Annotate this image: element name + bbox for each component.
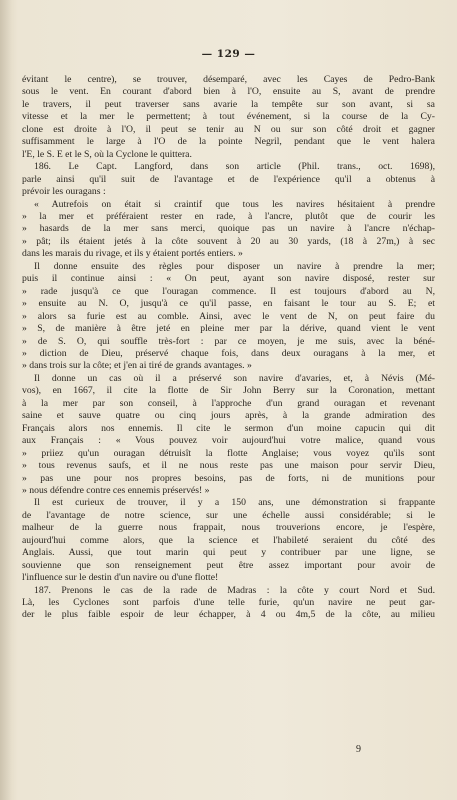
text-line: parle ainsi qu'il suit de l'avantage et de l'expérience qu'il a obtenus à	[22, 173, 435, 185]
text-line: Là, les Cyclones sont parfois d'une telle furie, qu'un navire ne peut gar-	[22, 597, 435, 609]
text-line: Il est curieux de trouver, il y a 150 ans, une démonstration si frappante	[34, 497, 435, 509]
quote-line: » ensuite au N. O, jusqu'à ce qu'il passe, en faisant le tour au S. E; et	[22, 298, 435, 310]
paragraph-187-start: 187. Prenons le cas de la rade de Madras : la côte y court Nord et Sud.	[34, 584, 435, 596]
text-line: sous le vent. En courant d'abord bien à l'O, ensuite au S, avant de prendre	[22, 86, 435, 98]
quote-line: » tous revenus saufs, et il ne nous reste pas une maison pour servir Dieu,	[22, 460, 435, 472]
text-line: de l'avantage de notre science, sur une échelle aussi considérable; si le	[22, 509, 435, 521]
text-line: Il donne un cas où il a préservé son navire d'avaries, et, à Névis (Mé-	[34, 372, 435, 384]
text-line: aujourd'hui comme alors, que la science et l'habileté seraient du côté des	[22, 534, 435, 546]
text-line: vos), en 1667, il cite la flotte de Sir John Berry sur la Coronation, mettant	[22, 385, 435, 397]
text-line: der le plus faible espoir de leur échapper, à 4 ou 4m,5 de la côte, au milieu	[22, 609, 435, 621]
quote-line: « Autrefois on était si craintif que tous les navires hésitaient à prendre	[34, 198, 435, 210]
text-line: malheur de la guerre nous frappait, nous trouverions encore, je l'espère,	[22, 522, 435, 534]
page-gutter-shadow	[0, 0, 12, 800]
text-line: clone est droite à l'O, il peut se tenir au N ou sur son côté droit et gagner	[22, 123, 435, 135]
quote-line: » alors sa furie est au comble. Ainsi, avec le vent de N, on peut faire du	[22, 310, 435, 322]
text-line: aux Français : « Vous pouvez voir aujourd'hui votre malice, quand vous	[22, 435, 435, 447]
text-line: l'E, le S. E et le S, où la Cyclone le quittera.	[22, 148, 192, 160]
text-line: l'influence sur le destin d'un navire ou d'une flotte!	[22, 572, 219, 584]
text-line: Il donne ensuite des règles pour disposer un navire à prendre la mer;	[34, 260, 435, 272]
quote-line: » dans trois sur la côte; et j'en ai tiré de grands avantages. »	[22, 360, 252, 372]
quote-line: » rade jusqu'à ce que l'ouragan commence. Il est toujours d'abord au N,	[22, 285, 435, 297]
quote-line: » pas une pour nos propres besoins, pas de forts, ni de munitions pour	[22, 472, 435, 484]
text-line: suffisamment le large à l'O de la pointe Negril, pendant que le vent halera	[22, 136, 435, 148]
quote-line: » de S. O, qui souffle très-fort : par ce moyen, je me suis, avec la béné-	[22, 335, 435, 347]
quote-line: » priiez qu'un ouragan détruisît la flotte Anglaise; vous voyez qu'ils sont	[22, 447, 435, 459]
text-line: Français alors nos ennemis. Il cite le sermon d'un moine capucin qui dit	[22, 422, 435, 434]
quote-line: » diction de Dieu, préservé chaque fois, dans deux ouragans à la mer, et	[22, 347, 435, 359]
quote-line: » pât; ils étaient jetés à la côte souvent à 20 au 30 yards, (18 à 27m,) à sec	[22, 235, 435, 247]
text-line: puis il continue ainsi : « On peut, ayant son navire disposé, rester sur	[22, 273, 435, 285]
quote-line: dans les marais du rivage, et ils y étaient portés entiers. »	[22, 248, 243, 260]
text-line: prévoir les ouragans :	[22, 186, 106, 198]
quote-line: » S, de manière à être jeté en pleine mer par la dérive, quand vient le vent	[22, 323, 435, 335]
quote-line: » nous défendre contre ces ennemis préservés! »	[22, 484, 210, 496]
body-text	[22, 74, 435, 622]
text-line: Anglais. Aussi, que tout marin qui peut y contribuer par une ligne, se	[22, 547, 435, 559]
paragraph-186-start: 186. Le Capt. Langford, dans son article (Phil. trans., oct. 1698),	[34, 161, 435, 173]
page-number: — 129 —	[201, 48, 256, 60]
quote-line: » hasards de la mer sans merci, quoique pas un navire à l'ancre n'échap-	[22, 223, 435, 235]
quote-line: » la mer et préféraient rester en rade, à l'ancre, plutôt que de courir les	[22, 210, 435, 222]
printer-signature-mark: 9	[356, 744, 361, 755]
text-line: à la mer par son conseil, à l'approche d'un grand ouragan et revenant	[22, 397, 435, 409]
text-line: le travers, il peut traverser sans avarie la tempête sur son avant, si sa	[22, 98, 435, 110]
text-line: souvienne que son renseignement peut être assez important pour avoir de	[22, 559, 435, 571]
text-line: évitant le centre), se trouver, désemparé, avec les Cayes de Pedro-Bank	[22, 74, 435, 85]
text-line: vitesse et la mer le permettent; à tout événement, si la course de la Cy-	[22, 111, 435, 123]
text-line: saine et sauve quatre ou cinq jours après, à la grande admiration des	[22, 410, 435, 422]
